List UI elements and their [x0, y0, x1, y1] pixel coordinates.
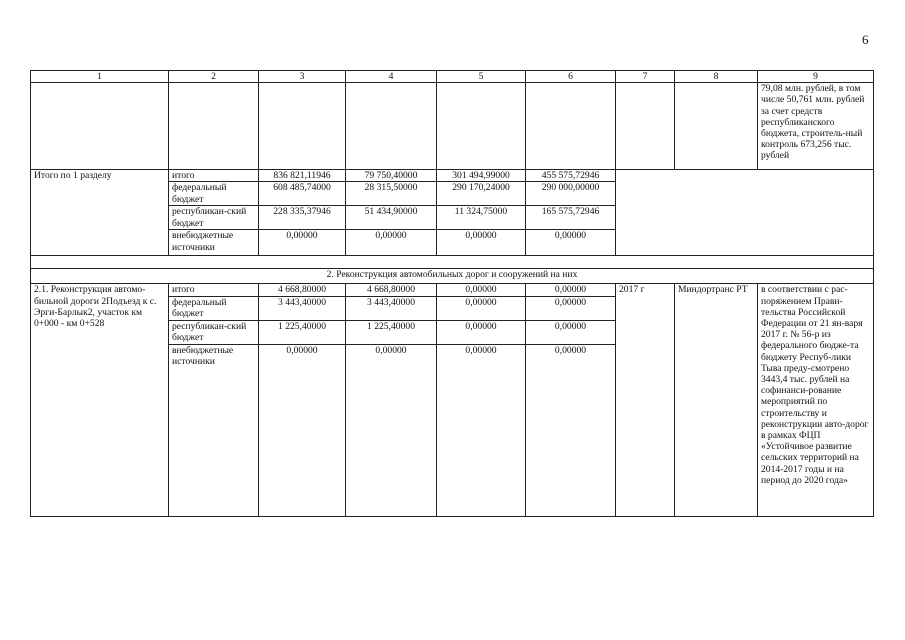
source-cell: внебюджетные источники [169, 344, 259, 516]
spacer-row [31, 256, 874, 269]
item-label: 2.1. Реконструкция автомо-бильной дороги 2Подъезд к с. Эрги-Барлык2, участок км 0+000 - км 0+528 [31, 284, 169, 516]
source-cell: итого [169, 170, 259, 182]
value-cell: 28 315,50000 [346, 182, 437, 206]
value-cell: 165 575,72946 [526, 206, 616, 230]
value-cell: 0,00000 [437, 284, 526, 296]
value-cell: 0,00000 [346, 230, 437, 256]
value-cell: 0,00000 [526, 320, 616, 344]
value-cell: 608 485,74000 [259, 182, 346, 206]
value-cell: 0,00000 [526, 344, 616, 516]
column-number: 7 [616, 71, 675, 83]
value-cell: 0,00000 [437, 230, 526, 256]
year-cell: 2017 г [616, 284, 675, 516]
value-cell: 0,00000 [526, 296, 616, 320]
column-number: 4 [346, 71, 437, 83]
value-cell: 3 443,40000 [259, 296, 346, 320]
value-cell: 0,00000 [437, 320, 526, 344]
note-cell: в соответствии с рас-поряжением Прави-тельства Российской Федерации от 21 ян-варя 2017 г. № 56-р из федерального бюдже-та бюджету Респуб-лики Тыва преду-смотрено 3443,4 тыс. рублей на софинанси-рование мероприятий по строительству и реконструкции авто-дорог в рамках ФЦП «Устойчивое развитие сельских территорий на 2014-2017 годы и на период до 2020 года» [758, 284, 874, 516]
value-cell: 4 668,80000 [259, 284, 346, 296]
value-cell: 0,00000 [346, 344, 437, 516]
value-cell: 51 434,90000 [346, 206, 437, 230]
value-cell: 1 225,40000 [346, 320, 437, 344]
column-number: 9 [758, 71, 874, 83]
value-cell: 455 575,72946 [526, 170, 616, 182]
executor-cell: Миндортранс РТ [675, 284, 758, 516]
section-title: 2. Реконструкция автомобильных дорог и сооружений на них [31, 269, 874, 284]
value-cell: 290 000,00000 [526, 182, 616, 206]
column-number: 2 [169, 71, 259, 83]
value-cell: 290 170,24000 [437, 182, 526, 206]
source-cell: республикан-ский бюджет [169, 206, 259, 230]
value-cell: 228 335,37946 [259, 206, 346, 230]
source-cell: федеральный бюджет [169, 296, 259, 320]
value-cell: 836 821,11946 [259, 170, 346, 182]
page-number: 6 [862, 32, 869, 47]
value-cell: 1 225,40000 [259, 320, 346, 344]
table-row [31, 284, 874, 296]
source-cell: внебюджетные источники [169, 230, 259, 256]
budget-table [30, 70, 874, 517]
section-title-row [31, 269, 874, 284]
carryover-row [31, 83, 874, 170]
value-cell: 0,00000 [437, 296, 526, 320]
value-cell: 4 668,80000 [346, 284, 437, 296]
column-number: 1 [31, 71, 169, 83]
column-number: 3 [259, 71, 346, 83]
value-cell: 0,00000 [437, 344, 526, 516]
source-cell: республикан-ский бюджет [169, 320, 259, 344]
value-cell: 11 324,75000 [437, 206, 526, 230]
table-row [31, 170, 874, 182]
top-note: 79,08 млн. рублей, в том числе 50,761 млн. рублей за счет средств республиканского бюджета, строитель-ный контроль 673,256 тыс. рублей [758, 83, 874, 170]
total-section1-label: Итого по 1 разделу [31, 170, 169, 256]
value-cell: 79 750,40000 [346, 170, 437, 182]
value-cell: 0,00000 [526, 230, 616, 256]
value-cell: 0,00000 [259, 344, 346, 516]
column-number: 5 [437, 71, 526, 83]
value-cell: 0,00000 [259, 230, 346, 256]
value-cell: 3 443,40000 [346, 296, 437, 320]
empty-cell [616, 170, 874, 256]
source-cell: итого [169, 284, 259, 296]
column-number: 8 [675, 71, 758, 83]
column-number: 6 [526, 71, 616, 83]
column-number-row [31, 71, 874, 83]
source-cell: федеральный бюджет [169, 182, 259, 206]
value-cell: 0,00000 [526, 284, 616, 296]
value-cell: 301 494,99000 [437, 170, 526, 182]
